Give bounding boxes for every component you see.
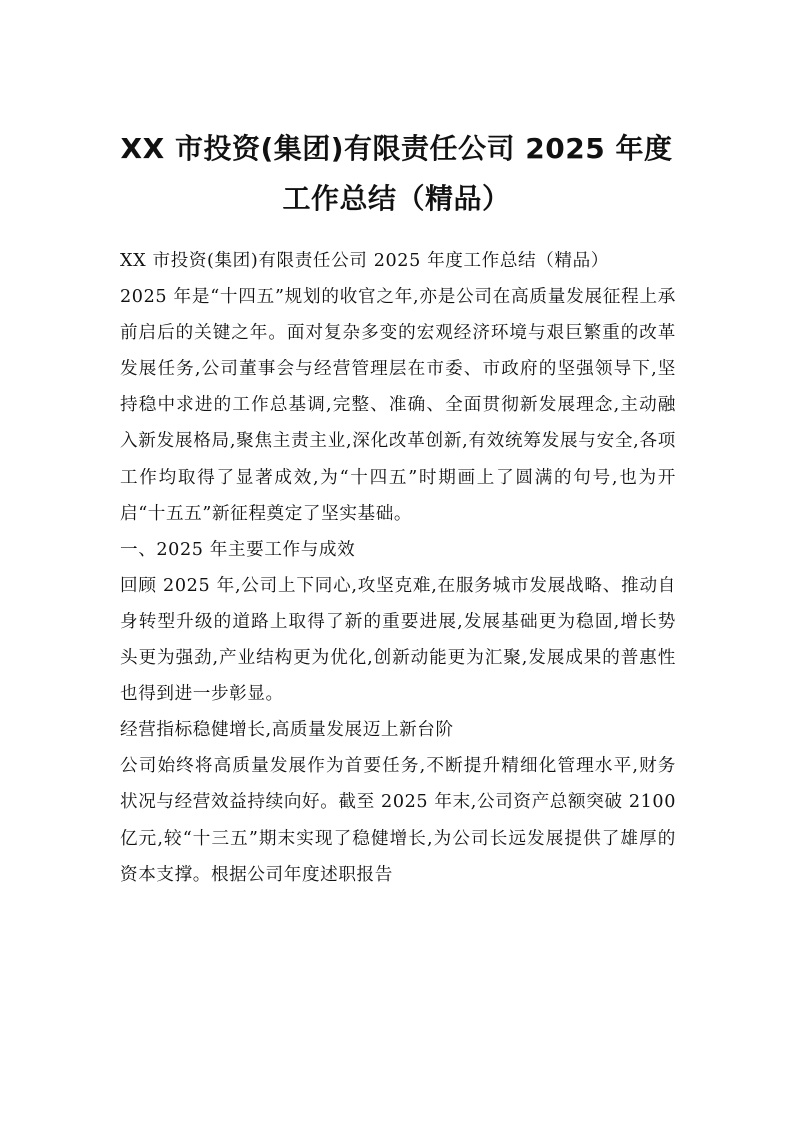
- document-body: [120, 243, 676, 893]
- intro-paragraph: 2025 年是“十四五”规划的收官之年,亦是公司在高质量发展征程上承前启后的关键之年。面对复杂多变的宏观经济环境与艰巨繁重的改革发展任务,公司董事会与经营管理层在市委、市政府的坚强领导下,坚持稳中求进的工作总基调,完整、准确、全面贯彻新发展理念,主动融入新发展格局,聚焦主责主业,深化改革创新,有效统筹发展与安全,各项工作均取得了显著成效,为“十四五”时期画上了圆满的句号,也为开启“十五五”新征程奠定了坚实基础。: [120, 287, 676, 524]
- subsection-heading: 经营指标稳健增长,高质量发展迈上新台阶: [120, 720, 454, 741]
- section-heading: 一、2025 年主要工作与成效: [120, 539, 356, 560]
- document-title: XX 市投资(集团)有限责任公司 2025 年度工作总结（精品）: [120, 132, 673, 215]
- operations-paragraph: 公司始终将高质量发展作为首要任务,不断提升精细化管理水平,财务状况与经营效益持续向好。截至 2025 年末,公司资产总额突破 2100 亿元,较“十三五”期末实现了稳健增长,为公司长远发展提供了雄厚的资本支撑。根据公司年度述职报告: [120, 756, 676, 885]
- subtitle-paragraph: XX 市投资(集团)有限责任公司 2025 年度工作总结（精品）: [120, 251, 610, 271]
- review-paragraph: 回顾 2025 年,公司上下同心,攻坚克难,在服务城市发展战略、推动自身转型升级的道路上取得了新的重要进展,发展基础更为稳固,增长势头更为强劲,产业结构更为优化,创新动能更为汇聚,发展成果的普惠性也得到进一步彰显。: [120, 575, 676, 705]
